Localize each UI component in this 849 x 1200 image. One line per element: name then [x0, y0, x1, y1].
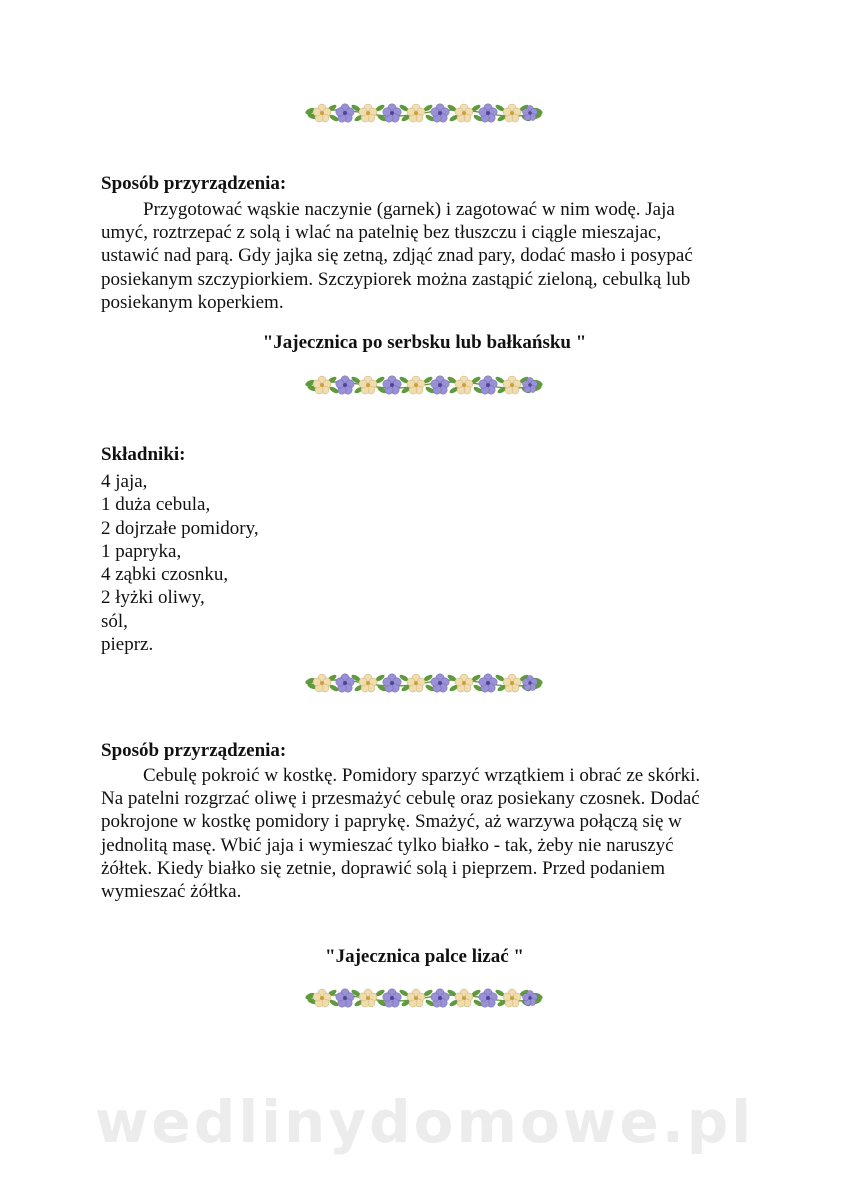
watermark: wedlinydomowe.pl — [94, 1088, 755, 1156]
paragraph-line: pokrojone w kostkę pomidory i paprykę. Smażyć, aż warzywa połączą się w — [101, 811, 682, 833]
section-heading-method: Sposób przyrządzenia: — [101, 173, 287, 194]
paragraph-line: Przygotować wąskie naczynie (garnek) i zagotować w nim wodę. Jaja — [143, 199, 675, 220]
flower-border-divider — [304, 101, 544, 125]
flower-border-divider — [304, 671, 544, 695]
ingredient-item: 2 dojrzałe pomidory, — [101, 517, 259, 539]
flower-border-divider — [304, 373, 544, 397]
recipe-title: "Jajecznica palce lizać " — [325, 946, 524, 967]
paragraph-line: posiekanym szczypiorkiem. Szczypiorek można zastąpić zieloną, cebulką lub — [101, 268, 691, 290]
paragraph-line: ustawić nad parą. Gdy jajka się zetną, zdjąć znad pary, dodać masło i posypać — [101, 245, 693, 267]
flower-border-divider — [304, 986, 544, 1010]
section-heading-method: Sposób przyrządzenia: — [101, 740, 287, 761]
ingredient-item: 4 jaja, — [101, 471, 148, 492]
method-paragraph — [101, 764, 761, 903]
ingredient-item: 1 papryka, — [101, 540, 182, 562]
paragraph-line: żółtek. Kiedy białko się zetnie, doprawić solą i pieprzem. Przed podaniem — [101, 857, 666, 879]
paragraph-line: Na patelni rozgrzać oliwę i przesmażyć cebulę oraz posiekany czosnek. Dodać — [101, 788, 700, 810]
paragraph-line: umyć, roztrzepać z solą i wlać na patelnię bez tłuszczu i ciągle mieszajac, — [101, 222, 662, 244]
ingredient-item: pieprz. — [101, 634, 154, 656]
ingredient-item: 1 duża cebula, — [101, 494, 211, 516]
ingredient-item: 2 łyżki oliwy, — [101, 587, 205, 609]
ingredient-item: 4 ząbki czosnku, — [101, 564, 229, 586]
recipe-title: "Jajecznica po serbsku lub bałkańsku " — [262, 332, 587, 353]
ingredients-heading: Składniki: — [101, 444, 186, 465]
method-paragraph — [101, 198, 761, 314]
ingredients-list — [101, 470, 259, 656]
paragraph-line: jednolitą masę. Wbić jaja i wymieszać tylko białko - tak, żeby nie naruszyć — [101, 834, 674, 856]
paragraph-line: posiekanym koperkiem. — [101, 291, 284, 313]
ingredient-item: sól, — [101, 610, 128, 632]
paragraph-line: wymieszać żółtka. — [101, 881, 242, 903]
paragraph-line: Cebulę pokroić w kostkę. Pomidory sparzyć wrzątkiem i obrać ze skórki. — [143, 765, 701, 786]
